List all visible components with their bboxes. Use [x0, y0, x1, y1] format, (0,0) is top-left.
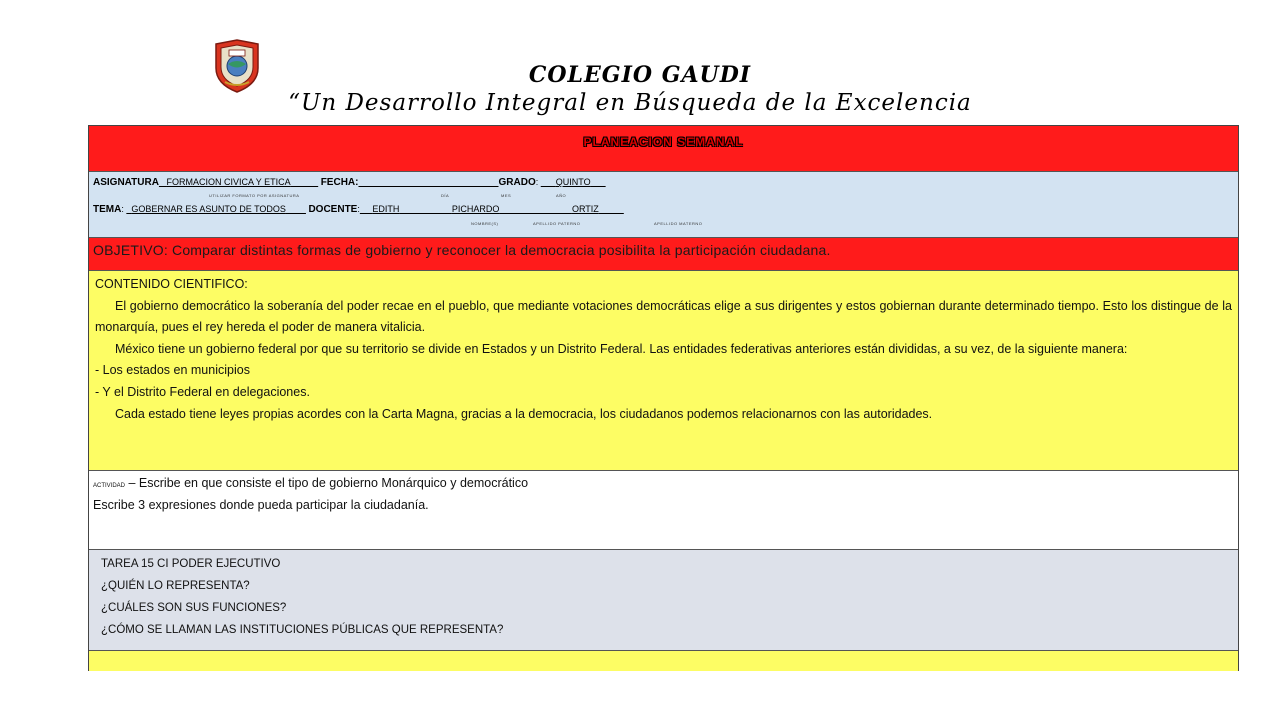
topic-value: GOBERNAR ES ASUNTO DE TODOS: [131, 204, 286, 214]
grade-value: QUINTO: [555, 177, 591, 187]
date-hint-year: AÑO: [556, 193, 567, 198]
date-value: [358, 177, 498, 187]
plan-info-row: [89, 172, 1238, 238]
subject-hint: UTILIZAR FORMATO POR ASIGNATURA: [209, 193, 300, 198]
teacher-hint-name: NOMBRE(S): [471, 221, 499, 226]
teacher-value: EDITH PICHARDO ORTIZ: [372, 204, 599, 214]
activity-text-2: Escribe 3 expresiones donde pueda participar la ciudadanía.: [93, 498, 429, 512]
activity-text-1: – Escribe en que consiste el tipo de gobierno Monárquico y democrático: [125, 476, 529, 490]
content-paragraph-3: Cada estado tiene leyes propias acordes con la Carta Magna, gracias a la democracia, los ciudadanos podemos relacionarnos con las autoridades.: [115, 406, 933, 421]
school-name: COLEGIO GAUDI: [528, 62, 752, 88]
plan-title-row: [89, 126, 1238, 172]
content-paragraph-1: El gobierno democrático la soberanía del poder recae en el pueblo, que mediante votaciones democráticas elige a sus dirigentes y estos gobiernan durante determinado tiempo. Esto los distingue de la monarquía, pues el rey hereda el poder de manera vitalicia.: [95, 298, 1232, 335]
homework-question-3: ¿CÓMO SE LLAMAN LAS INSTITUCIONES PÚBLICAS QUE REPRESENTA?: [101, 624, 504, 636]
teacher-label: DOCENTE: [308, 204, 358, 215]
homework-question-2: ¿CUÁLES SON SUS FUNCIONES?: [101, 602, 287, 614]
scientific-content-row: [89, 271, 1238, 471]
activity-row: [89, 471, 1238, 550]
teacher-hint-paterno: APELLIDO PATERNO: [533, 221, 581, 226]
topic-label: TEMA: [93, 204, 122, 215]
subject-line: ASIGNATURA FORMACION CIVICA Y ETICA FECHA: GRADO: QUINTO: [93, 177, 606, 188]
topic-line: TEMA: GOBERNAR ES ASUNTO DE TODOS DOCENTE: EDITH PICHARDO ORTIZ: [93, 204, 624, 215]
subject-value: FORMACION CIVICA Y ETICA: [166, 177, 291, 187]
weekly-plan-sheet: [88, 125, 1239, 671]
subject-label: ASIGNATURA: [93, 177, 159, 188]
date-hint-month: MES: [501, 193, 512, 198]
content-bullet-2: - Y el Distrito Federal en delegaciones.: [95, 384, 310, 399]
homework-title: TAREA 15 CI PODER EJECUTIVO: [101, 558, 281, 570]
objective-row: [89, 238, 1238, 271]
homework-question-1: ¿QUIÉN LO REPRESENTA?: [101, 580, 250, 592]
school-motto: “Un Desarrollo Integral en Búsqueda de la Excelencia: [288, 90, 972, 116]
content-bullet-1: - Los estados en municipios: [95, 363, 250, 378]
content-paragraph-2: México tiene un gobierno federal por que su territorio se divide en Estados y un Distrito Federal. Las entidades federativas anteriores están divididas, a su vez, de la siguiente manera:: [115, 341, 1128, 356]
empty-footer-row: [89, 651, 1238, 671]
date-label: FECHA:: [320, 177, 359, 188]
objective-text: OBJETIVO: Comparar distintas formas de gobierno y reconocer la democracia posibilita la participación ciudadana.: [93, 242, 831, 258]
content-heading: CONTENIDO CIENTIFICO:: [95, 277, 248, 291]
date-hint-day: DÍA: [441, 193, 450, 198]
homework-row: [89, 550, 1238, 651]
activity-label: ACTIVIDAD: [93, 483, 126, 489]
teacher-hint-materno: APELLIDO MATERNO: [654, 221, 703, 226]
activity-line-1: [93, 476, 528, 490]
plan-title: PLANEACION SEMANAL: [583, 135, 744, 149]
grade-label: GRADO: [498, 177, 536, 188]
